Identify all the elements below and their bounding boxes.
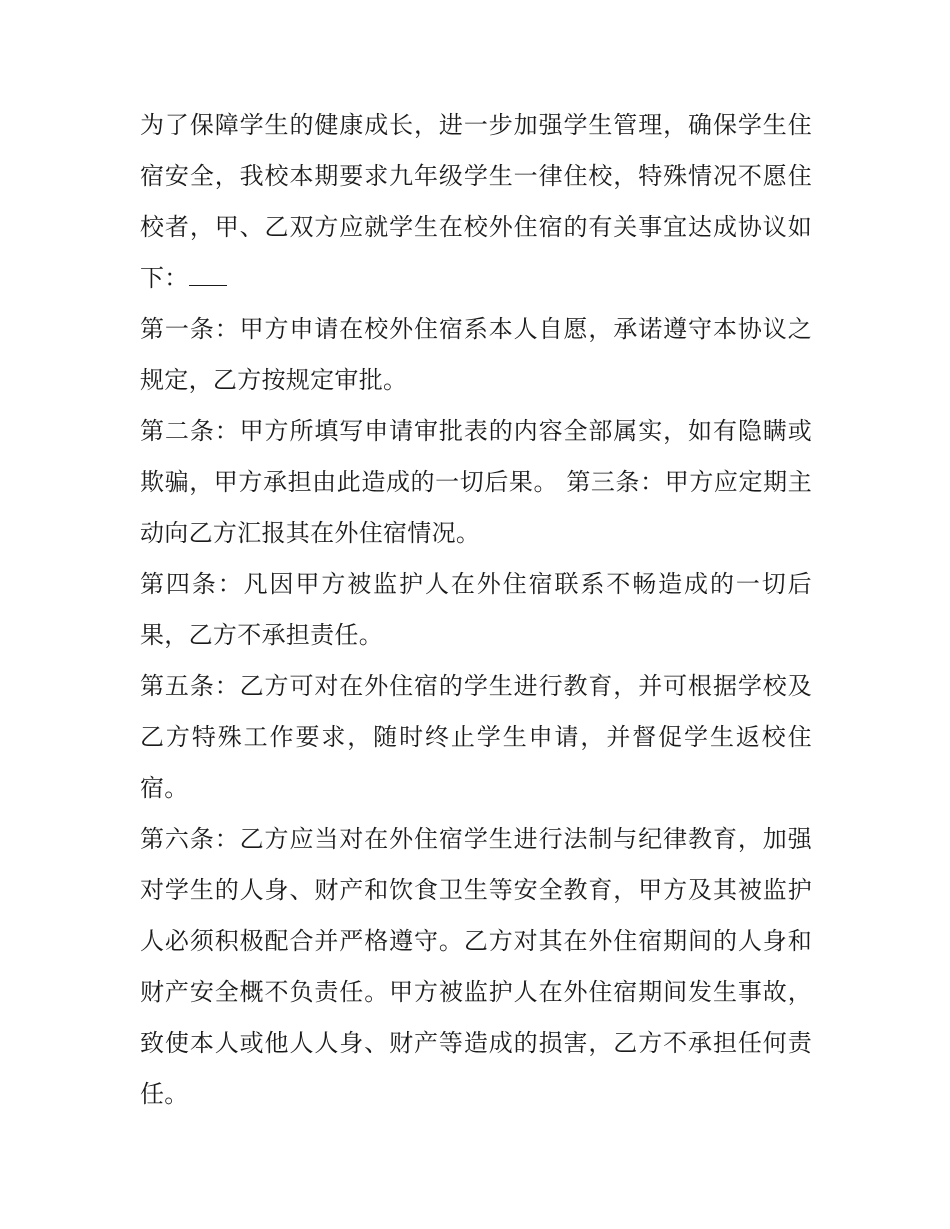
article-2-3-paragraph: 第二条：甲方所填写申请审批表的内容全部属实，如有隐瞒或欺骗，甲方承担由此造成的一切后果。 第三条：甲方应定期主动向乙方汇报其在外住宿情况。 <box>140 417 812 547</box>
article-4-paragraph: 第四条：凡因甲方被监护人在外住宿联系不畅造成的一切后果，乙方不承担责任。 <box>140 570 812 649</box>
article-1-paragraph: 第一条：甲方申请在校外住宿系本人自愿，承诺遵守本协议之规定，乙方按规定审批。 <box>140 315 812 394</box>
agreement-body <box>140 100 812 1120</box>
fill-in-blank <box>189 265 227 286</box>
intro-text: 为了保障学生的健康成长，进一步加强学生管理，确保学生住宿安全，我校本期要求九年级学生一律住校，特殊情况不愿住校者，甲、乙双方应就学生在校外住宿的有关事宜达成协议如下： <box>140 111 812 292</box>
intro-paragraph <box>140 100 812 304</box>
article-5-paragraph: 第五条：乙方可对在外住宿的学生进行教育，并可根据学校及乙方特殊工作要求，随时终止学生申请，并督促学生返校住宿。 <box>140 672 812 802</box>
article-6-paragraph: 第六条：乙方应当对在外住宿学生进行法制与纪律教育，加强对学生的人身、财产和饮食卫生等安全教育，甲方及其被监护人必须积极配合并严格遵守。乙方对其在外住宿期间的人身和财产安全概不负责任。甲方被监护人在外住宿期间发生事故，致使本人或他人人身、财产等造成的损害，乙方不承担任何责任。 <box>140 825 812 1108</box>
